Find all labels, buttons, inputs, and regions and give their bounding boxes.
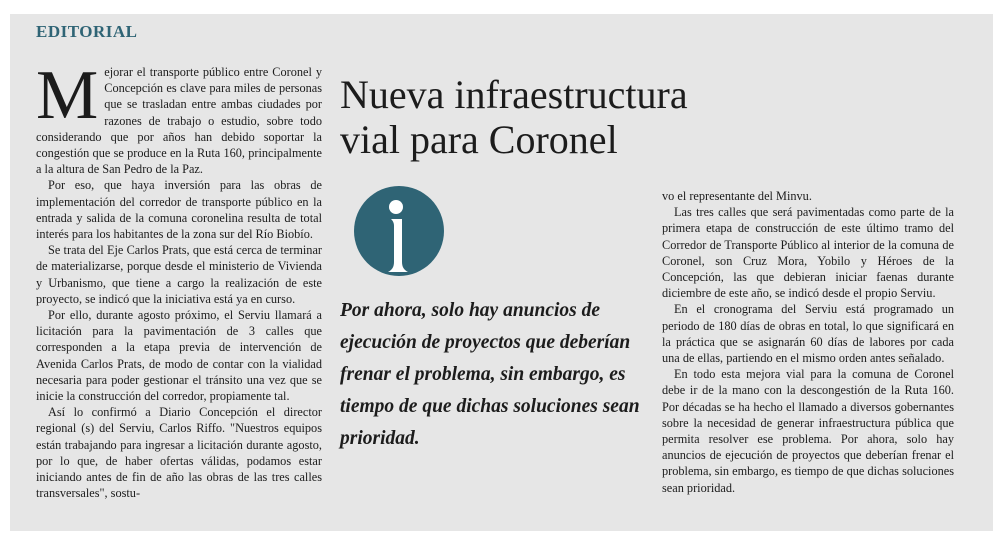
paragraph: Se trata del Eje Carlos Prats, que está cerca de terminar de materializarse, porque desde el ministerio de Vivienda y Urbanismo, que tiene a cargo la realización de este proyecto, se indicó que la iniciativa está ya en curso. bbox=[36, 243, 322, 306]
drop-cap: M bbox=[36, 57, 99, 134]
paragraph: Las tres calles que será pavimentadas como parte de la primera etapa de construcción de este último tramo del Corredor de Transporte Público al interior de la comuna de Coronel, son Cruz Mora, Yobilo y Héroes de la Concepción, las que debieran iniciar faenas durante diciembre de este año, se indicó desde el propio Serviu. bbox=[662, 205, 954, 301]
headline-line-2: vial para Coronel bbox=[340, 117, 618, 162]
headline bbox=[340, 72, 760, 162]
paragraph: En el cronograma del Serviu está programado un periodo de 180 días de obras en total, lo que significará en la práctica que se asignarán 60 días de labores por cada una de ellas, partiendo en el mismo orden antes señalado. bbox=[662, 302, 954, 366]
paragraph: Así lo confirmó a Diario Concepción el director regional (s) del Serviu, Carlos Riffo. "Nuestros equipos están trabajando para ingresar a licitación durante agosto, por lo que, de haber ofertas válidas, podamos estar iniciando antes de fin de año las obras de las tres calles transversales", sostu- bbox=[36, 405, 322, 501]
paragraph: ejorar el transporte público entre Coronel y Concepción es clave para miles de personas que se trasladan entre ambas ciudades por razones de trabajo o estudio, sobre todo considerando que por años han debido soportar la congestión que se produce en la Ruta 160, principalmente a la altura de San Pedro de la Paz. bbox=[36, 65, 322, 177]
info-icon bbox=[354, 186, 444, 276]
article-column-right bbox=[662, 188, 954, 496]
article-column-left bbox=[36, 57, 322, 501]
paragraph: vo el representante del Minvu. bbox=[662, 189, 812, 203]
paragraph: Por eso, que haya inversión para las obras de implementación del corredor de transporte público en la entrada y salida de la comuna coronelina resulta de total interés para los habitantes de la zona sur del Río Biobío. bbox=[36, 178, 322, 242]
section-label: EDITORIAL bbox=[36, 22, 138, 41]
paragraph: Por ello, durante agosto próximo, el Serviu llamará a licitación para la pavimentación de 3 calles que corresponden a la etapa previa de intervención de Avenida Carlos Prats, de modo de contar con la vialidad necesaria para poder gestionar el tránsito una vez que se inicie la construcción del corredor, propiamente tal. bbox=[36, 308, 322, 404]
paragraph: En todo esta mejora vial para la comuna de Coronel debe ir de la mano con la descongestión de la Ruta 160. Por décadas se ha hecho el llamado a diversos gobernantes sobre la necesidad de generar infraestructura pública que permita resolver ese problema. Por ahora, solo hay anuncios de ejecución de proyectos que deberían frenar el problema, sin embargo, es tiempo de que dichas soluciones sean prioridad. bbox=[662, 367, 954, 495]
headline-line-1: Nueva infraestructura bbox=[340, 72, 688, 117]
pull-quote: Por ahora, solo hay anuncios de ejecución de proyectos que deberían frenar el problema, sin embargo, es tiempo de que dichas soluciones sean prioridad. bbox=[340, 300, 640, 449]
